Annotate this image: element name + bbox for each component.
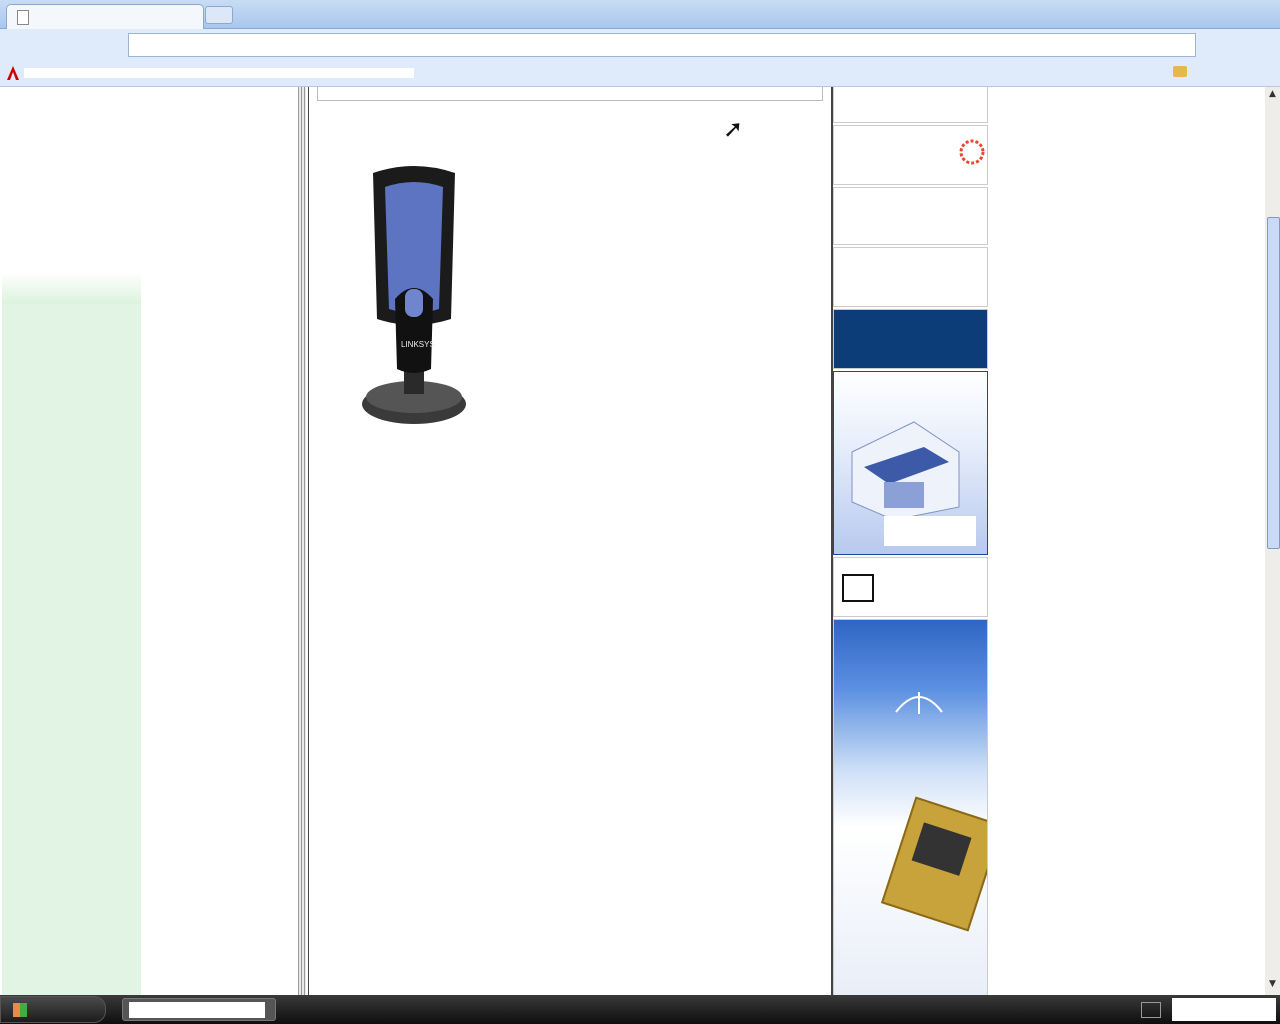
- arrow-icon: ➚: [723, 115, 744, 143]
- bookmarks-bar: [0, 60, 1280, 87]
- page-menu-button[interactable]: [1204, 34, 1232, 56]
- scrollbar-thumb[interactable]: [1267, 217, 1280, 549]
- redacted-window-title: [129, 1002, 265, 1018]
- page-icon: [17, 10, 29, 25]
- product-panel: [308, 87, 833, 995]
- banner-bill-counter[interactable]: [833, 371, 988, 555]
- banner-proxim[interactable]: [833, 187, 988, 245]
- product-title-bar: [317, 87, 823, 101]
- redacted-bookmarks: [24, 68, 414, 78]
- svg-text:LINKSYS: LINKSYS: [401, 340, 435, 349]
- star-icon[interactable]: [104, 34, 126, 56]
- scroll-up-icon[interactable]: ▲: [1269, 89, 1276, 99]
- start-button[interactable]: [0, 996, 106, 1023]
- system-tray: [1172, 998, 1276, 1021]
- menu-separator: [2, 272, 141, 304]
- banner-acer[interactable]: [833, 247, 988, 307]
- close-window-button[interactable]: [1242, 2, 1268, 20]
- os-taskbar: [0, 995, 1280, 1024]
- bill-counter-image: [844, 412, 964, 522]
- category-list: [2, 304, 141, 995]
- folder-icon: [1173, 66, 1187, 77]
- back-button[interactable]: [6, 34, 28, 56]
- taskbar-window-item[interactable]: [122, 998, 276, 1021]
- scroll-down-icon[interactable]: ▼: [1269, 979, 1276, 989]
- browser-tab[interactable]: [6, 4, 204, 29]
- page-scrollbar[interactable]: [1265, 87, 1280, 995]
- address-bar[interactable]: [128, 33, 1196, 57]
- banner-ubiquiti[interactable]: [833, 619, 988, 995]
- mini-pci-card-image: [881, 797, 988, 932]
- banner-senao[interactable]: [833, 125, 988, 185]
- browser-toolbar: [0, 29, 1280, 60]
- new-tab-button[interactable]: [205, 6, 233, 24]
- banner-hyperlink[interactable]: [833, 557, 988, 617]
- recommend-product-button[interactable]: [723, 116, 819, 142]
- left-sidebar: [2, 87, 141, 995]
- browser-titlebar: [0, 0, 1280, 29]
- maximize-button[interactable]: [1208, 2, 1234, 20]
- column-divider: [298, 87, 306, 995]
- hyperlink-logo-icon: [842, 574, 874, 602]
- redacted-price: [884, 516, 976, 546]
- windows-logo-icon: [13, 1003, 27, 1017]
- banner-column: [833, 87, 989, 995]
- bookmark-app-icon[interactable]: [6, 65, 20, 81]
- ubiquiti-footer: [838, 974, 983, 986]
- language-indicator[interactable]: [1141, 1002, 1161, 1018]
- reload-button[interactable]: [68, 34, 90, 56]
- tools-menu-button[interactable]: [1240, 34, 1274, 56]
- ubiquiti-antenna-icon: [894, 688, 944, 716]
- product-image: [359, 159, 469, 429]
- forward-button[interactable]: [33, 34, 55, 56]
- banner-engenius[interactable]: [833, 87, 988, 123]
- senao-swirl-icon: [958, 138, 986, 166]
- banner-dlink[interactable]: [833, 309, 988, 369]
- minimize-button[interactable]: [1183, 2, 1209, 20]
- web-page: [0, 87, 1265, 995]
